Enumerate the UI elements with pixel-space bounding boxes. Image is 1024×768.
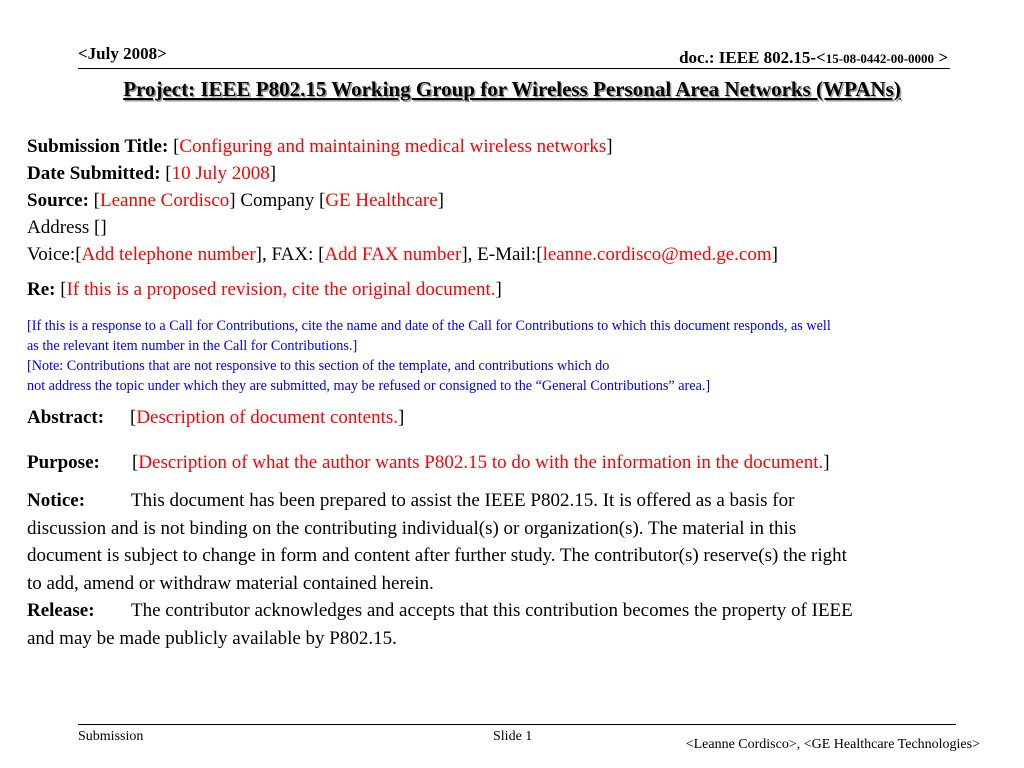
- footer-submission: Submission: [78, 729, 144, 744]
- re-label: Re:: [27, 279, 56, 300]
- fax-label: FAX:: [271, 244, 314, 265]
- note-line: as the relevant item number in the Call for Contributions.]: [27, 338, 358, 354]
- fax-value: Add FAX number: [324, 244, 462, 265]
- doc-suffix: >: [934, 48, 948, 67]
- source-row: Source: [Leanne Cordisco] Company [GE Healthcare]: [27, 190, 444, 211]
- note-line: not address the topic under which they are submitted, may be refused or consigned to the “General Contributions” area.]: [27, 378, 711, 394]
- release-line: and may be made publicly available by P802.15.: [27, 627, 397, 649]
- note-line: [Note: Contributions that are not responsive to this section of the template, and contributions which do: [27, 358, 610, 374]
- source-name: Leanne Cordisco: [100, 190, 230, 211]
- company-label: Company: [240, 190, 315, 211]
- company-value: GE Healthcare: [325, 190, 438, 211]
- email-value: leanne.cordisco@med.ge.com: [542, 244, 772, 265]
- notice-line: to add, amend or withdraw material contained herein.: [27, 572, 434, 594]
- notice-text: This document has been prepared to assist the IEEE P802.15. It is offered as a basis for: [131, 490, 795, 511]
- release-label: Release:: [27, 600, 95, 621]
- email-label: E-Mail:: [477, 244, 537, 265]
- abstract-value: Description of document contents.: [136, 407, 399, 428]
- footer-slide-number: Slide 1: [493, 729, 533, 744]
- re-value: If this is a proposed revision, cite the original document.: [66, 279, 496, 300]
- submission-title-row: Submission Title: [Configuring and maintaining medical wireless networks]: [27, 136, 613, 157]
- header-divider: [78, 68, 950, 69]
- purpose-value: Description of what the author wants P802.15 to do with the information in the document.: [138, 452, 824, 473]
- address-label: Address: [27, 217, 90, 238]
- date-submitted-label: Date Submitted:: [27, 163, 161, 184]
- doc-prefix: doc.: IEEE 802.15-<: [679, 48, 826, 67]
- purpose-row: Purpose: [Description of what the author wants P802.15 to do with the information in the document.]: [27, 452, 830, 473]
- footer-author: <Leanne Cordisco>, <GE Healthcare Technologies>: [685, 737, 980, 752]
- notice-release-block: [27, 487, 1017, 652]
- purpose-label: Purpose:: [27, 452, 100, 473]
- abstract-label: Abstract:: [27, 407, 105, 428]
- release-text: The contributor acknowledges and accepts that this contribution becomes the property of IEEE: [131, 600, 853, 621]
- re-row: Re: [If this is a proposed revision, cite the original document.]: [27, 279, 502, 300]
- address-row: [27, 214, 1017, 241]
- voice-label: Voice:: [27, 244, 76, 265]
- abstract-row: Abstract: [Description of document contents.]: [27, 407, 405, 428]
- submission-fields: [27, 133, 1017, 268]
- date-submitted-value: 10 July 2008: [171, 163, 270, 184]
- note-line: [If this is a response to a Call for Contributions, cite the name and date of the Call for Contributions to which this document responds, as well: [27, 318, 831, 334]
- footer-divider: [78, 724, 956, 725]
- submission-title-value: Configuring and maintaining medical wireless networks: [179, 136, 607, 157]
- page-title: Project: IEEE P802.15 Working Group for Wireless Personal Area Networks (WPANs): [123, 77, 901, 101]
- header-date: <July 2008>: [78, 44, 167, 63]
- contact-row: Voice:[Add telephone number], FAX: [Add FAX number], E-Mail:[leanne.cordisco@med.ge.com]: [27, 244, 778, 265]
- header-doc-number: [679, 48, 948, 68]
- address-value: []: [94, 217, 107, 238]
- notice-label: Notice:: [27, 490, 86, 511]
- notice-line: discussion and is not binding on the contributing individual(s) or organization(s). The material in this: [27, 517, 797, 539]
- submission-title-label: Submission Title:: [27, 136, 169, 157]
- voice-value: Add telephone number: [81, 244, 256, 265]
- contribution-notes: [27, 316, 1007, 396]
- notice-line: document is subject to change in form and content after further study. The contributor(s) reserve(s) the right: [27, 545, 847, 566]
- date-submitted-row: Date Submitted: [10 July 2008]: [27, 163, 277, 184]
- source-label: Source:: [27, 190, 89, 211]
- notice-line: [27, 487, 1017, 515]
- release-line: [27, 597, 1017, 625]
- doc-number: 15-08-0442-00-0000: [825, 51, 935, 66]
